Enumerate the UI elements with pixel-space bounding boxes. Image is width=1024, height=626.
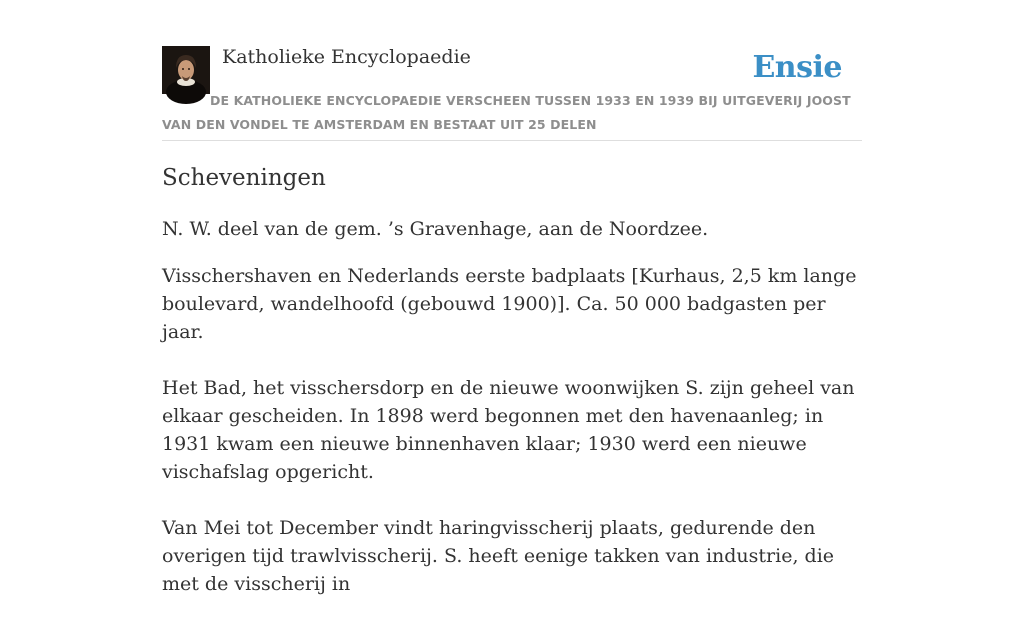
article-subtitle: N. W. deel van de gem. ’s Gravenhage, aan de Noordzee. [162,218,709,240]
article [162,160,862,626]
site-name[interactable]: Katholieke Encyclopaedie [222,46,471,68]
site-header [162,40,862,141]
article-paragraph: Het Bad, het visschersdorp en de nieuwe woonwijken S. zijn geheel van elkaar gescheiden. In 1898 werd begonnen met den havenaanleg; in 1931 kwam een nieuwe binnenhaven klaar; 1930 werd een nieuwe vischafslag opgericht. [162,377,855,483]
article-title: Scheveningen [162,165,326,191]
portrait-icon [162,46,210,94]
site-description: DE KATHOLIEKE ENCYCLOPAEDIE VERSCHEEN TUSSEN 1933 EN 1939 BIJ UITGEVERIJ JOOST VAN DEN VONDEL TE AMSTERDAM EN BESTAAT UIT 25 DELEN [162,93,851,132]
article-paragraph: Van Mei tot December vindt haringvisscherij plaats, gedurende den overigen tijd trawlvisscherij. S. heeft eenige takken van industrie, die met de visscherij in [162,517,835,595]
brand-logo[interactable]: Ensie [752,50,842,85]
avatar[interactable] [162,46,210,94]
article-paragraph: Visschershaven en Nederlands eerste badplaats [Kurhaus, 2,5 km lange boulevard, wandelhoofd (gebouwd 1900)]. Ca. 50 000 badgasten per jaar. [162,265,857,343]
